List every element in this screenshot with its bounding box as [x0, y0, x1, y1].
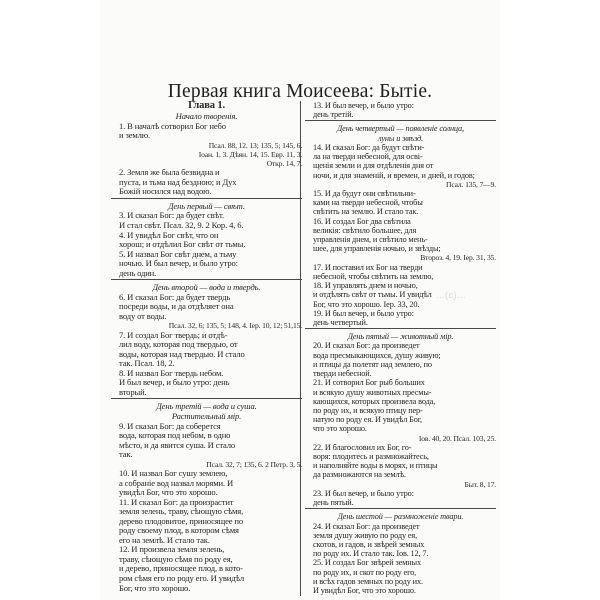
- reference-line: Псал. 32, 6; 135, 5; 148, 4. Іер. 10, 12; 51,15.: [168, 321, 302, 331]
- verse-line: И был вечер, и было утро: день: [119, 377, 230, 388]
- verse-line: 3. И сказал Бог: да будет свѣт.: [119, 210, 225, 221]
- verse-line: траву, сѣющую сѣмя по роду ея,: [119, 553, 233, 564]
- section-heading: День первый — свѣт.: [168, 200, 245, 211]
- verse: [305, 281, 496, 309]
- section-rule: [305, 120, 496, 121]
- verse-line: воря: плодитесь и размножайтесь,: [313, 452, 429, 462]
- verse: [305, 189, 496, 217]
- verse-line: ночью. И был вечер, и было утро:: [119, 258, 238, 269]
- verse-line: 11. И сказал Бог: да произрастит: [119, 496, 234, 507]
- verse-line: небесной, чтобы свѣтить на землю,: [313, 271, 434, 281]
- section-heading: День третій — вода и суша.: [156, 401, 257, 412]
- reference-line: Псал. 88, 12. 13; 135, 5; 145, 6.: [208, 140, 302, 150]
- verse-line: а собраніе вод назвал морями. И: [119, 477, 234, 488]
- verse-line: 14. И сказал Бог: да будут свѣти-: [313, 142, 425, 152]
- chapter-heading: Глава 1.: [188, 100, 225, 111]
- verse-line: кающихся, которых произвела вода,: [313, 396, 436, 406]
- verse-line: 5. И назвал Бог свѣт днем, а тьму: [119, 248, 237, 259]
- verse-line: и птицы да полетят над землею, по: [313, 359, 432, 369]
- reference-line: Быт. 8, 17.: [464, 479, 496, 489]
- verse-line: 16. И создал Бог два свѣтила: [313, 216, 411, 226]
- verse-line: 25. И создал Бог звѣрей земных: [313, 558, 421, 568]
- verse-line: шее, для управленія ночью, и звѣзды;: [313, 244, 441, 254]
- verse: [111, 168, 302, 197]
- verse: [111, 293, 302, 322]
- verse: [305, 341, 496, 378]
- verse-line: 6. И сказал Бог: да будет твердь: [119, 291, 231, 302]
- verse: [111, 250, 302, 279]
- verse-line: увидѣл Бог, что это хорошо.: [119, 487, 218, 498]
- section-heading: День четвертый — появленіе солнца,: [337, 124, 464, 134]
- verse: [305, 263, 496, 281]
- verse: [111, 545, 302, 593]
- section-heading: Растительный мір.: [171, 411, 242, 422]
- verse-line: И увидѣл Бог, что это хорошо.: [313, 586, 416, 596]
- verse-line: пуста, и тьма над бездною; и Дух: [119, 176, 237, 187]
- verse-line: и наполняйте воды в морях, и птицы: [313, 461, 438, 471]
- verse-line: его на землѣ. И стало так.: [119, 534, 210, 545]
- verse-line: 10. И назвал Бог сушу землею,: [119, 467, 228, 478]
- reference-line: Іоан. 1, 3. Дѣян. 14, 15. Евр. 11, 3.: [198, 149, 302, 159]
- verse: [111, 211, 302, 230]
- verse-line: день четвертый.: [313, 318, 368, 327]
- verse-line: что это хорошо.: [313, 424, 367, 434]
- verse-line: мѣсто, и да явится суша. И стало: [119, 439, 236, 450]
- cross-reference: [305, 480, 496, 489]
- section-heading: День шестой — размноженіе твари.: [337, 512, 464, 522]
- reference-line: Псал. 135, 7—9.: [446, 179, 496, 189]
- verse: [305, 217, 496, 254]
- verse: [111, 422, 302, 460]
- verse-line: и землю.: [119, 130, 151, 141]
- verse-line: великія: свѣтило большее, для: [313, 225, 417, 235]
- verse-line: 22. И благословил их Бог, го-: [313, 442, 412, 452]
- verse: [305, 443, 496, 480]
- verse-line: день пятый.: [313, 498, 354, 508]
- verse-line: так.: [119, 449, 133, 460]
- section-rule: [305, 328, 496, 329]
- right-column: [305, 101, 496, 595]
- verse-line: земля зелень, траву, сѣющую сѣмя,: [119, 506, 244, 517]
- verse-line: 9. И сказал Бог: да соберется: [119, 420, 221, 431]
- verse-line: 12. И произвела земля зелень,: [119, 544, 225, 555]
- cross-reference: [305, 180, 496, 189]
- verse-line: тверди небесной.: [313, 369, 372, 379]
- verse-line: Божій носился над водою.: [119, 186, 212, 197]
- section-rule: [111, 198, 302, 199]
- verse-line: ла на тверди небесной, для осві-: [313, 152, 423, 162]
- verse: [305, 489, 496, 507]
- verse-line: 24. И сказал Бог: да произведет: [313, 521, 420, 531]
- reference-line: Откр. 14, 7.: [266, 159, 302, 169]
- verse-line: 2. Земля же была безвидна и: [119, 167, 220, 178]
- verse-line: и всѣх гадов земных по роду их.: [313, 576, 423, 586]
- verse-line: и дерево, приносящее плод, в кото-: [119, 563, 243, 574]
- verse-line: 13. И был вечер, и было утро:: [313, 101, 414, 110]
- verse-line: 19. И был вечер, и было утро:: [313, 308, 414, 318]
- watermark: ...(с)...: [436, 290, 466, 300]
- left-column: [111, 101, 302, 593]
- verse-line: управленія днем, и свѣтило мень-: [313, 235, 428, 245]
- page-title: Первая книга Моисеева: Бытіе.: [167, 81, 433, 102]
- verse: [111, 498, 302, 546]
- verse-line: 4. И увидѣл Бог свѣт, что он: [119, 229, 219, 240]
- verse-line: день один.: [119, 267, 157, 278]
- verse-line: 1. В началѣ сотворил Бог небо: [119, 120, 226, 131]
- verse-line: 8. И назвал Бог твердь небом.: [119, 367, 224, 378]
- verse-line: по роду их, и скот по роду его,: [313, 567, 417, 577]
- cross-reference: [305, 253, 496, 262]
- verse: [305, 558, 496, 595]
- verse-line: Бог, что это хорошо. Іер. 33, 20.: [313, 299, 420, 309]
- verse-line: по роду их. И стало так. Іов. 12, 7.: [313, 549, 429, 559]
- verse: [305, 143, 496, 180]
- verse-line: земля душу живую по роду ея,: [313, 530, 417, 540]
- verse-line: так. Псал. 18, 2.: [119, 358, 175, 369]
- verse-line: воды, которая над твердью. И стало: [119, 348, 245, 359]
- verse-line: и всякую душу животных пресмы-: [313, 387, 432, 397]
- verse-line: Бог, что это хорошо.: [119, 582, 191, 593]
- verse-line: воду от воды.: [119, 310, 167, 321]
- verse: [305, 101, 496, 119]
- verse: [111, 369, 302, 398]
- section-rule: [111, 279, 302, 280]
- verse-line: 7. И создал Бог твердь; и отдѣ-: [119, 329, 228, 340]
- verse-line: посреди воды, и да отдѣляет она: [119, 301, 234, 312]
- reference-line: Псал. 32, 7; 135, 6. 2 Петр. 3, 5.: [206, 459, 302, 469]
- verse-line: вода пресмыкающихся, душу живую;: [313, 350, 441, 360]
- verse: [305, 378, 496, 433]
- cross-reference: [111, 141, 302, 169]
- verse-line: щенія земли и для отдѣленія дня от: [313, 161, 434, 171]
- verse-line: роду своему плод, в котором сѣмя: [119, 525, 239, 536]
- verse-line: 23. И был вечер, и было утро:: [313, 488, 414, 498]
- section-rule: [111, 398, 302, 399]
- verse: [111, 122, 302, 141]
- verse: [111, 331, 302, 369]
- verse-line: вторый.: [119, 386, 147, 397]
- verse-line: дерево плодовитое, приносящее по: [119, 515, 244, 526]
- verse-line: 20. И сказал Бог: да произведет: [313, 341, 420, 351]
- verse-line: вода, которая под небом, в одно: [119, 430, 231, 441]
- verse-line: да размножаются на землѣ.: [313, 470, 406, 480]
- section-heading: День второй — вода и твердь.: [152, 282, 261, 293]
- verse-line: и отдѣлять свѣт от тьмы. И увидѣл: [313, 290, 432, 300]
- verse-line: ками на тверди небесной, чтобы: [313, 198, 423, 208]
- section-heading: День пятый — животный мір.: [347, 332, 454, 342]
- verse: [305, 309, 496, 327]
- verse: [111, 469, 302, 498]
- verse-line: натую по роду ея. И увидѣл Бог,: [313, 415, 422, 425]
- section-heading: Начало творенія.: [175, 111, 238, 121]
- verse-line: по роду их, и всякую птицу пер-: [313, 405, 423, 415]
- bible-page: [100, 0, 500, 600]
- section-heading: луны и звѣзд.: [377, 133, 424, 143]
- verse-line: 17. И поставил их Бог на тверди: [313, 262, 423, 272]
- verse-line: лил воду, которая под твердью, от: [119, 339, 238, 350]
- cross-reference: [305, 434, 496, 443]
- verse: [111, 231, 302, 250]
- verse-line: 18. И управлять днем и ночью,: [313, 281, 418, 291]
- verse-line: И стал свѣт. Псал. 32, 9. 2 Кор. 4, 6.: [119, 219, 244, 230]
- column-divider: [300, 101, 301, 596]
- reference-line: Второз. 4, 19. Іер. 31, 35.: [420, 253, 496, 263]
- verse-line: свѣтить на землю. И стало так.: [313, 207, 419, 217]
- reference-line: Іов. 40, 20. Псал. 103, 25.: [418, 433, 496, 443]
- verse-line: скотов, и гадов, и звѣрей земных: [313, 540, 425, 549]
- verse-line: ночи, и для знаменій, и времен, и дней, и годов;: [313, 170, 475, 180]
- section-rule: [305, 508, 496, 509]
- verse-line: день третій.: [313, 110, 354, 120]
- verse-line: хорош; и отдѣлил Бог свѣт от тьмы.: [119, 239, 246, 250]
- verse-line: ром сѣмя его по роду его. И увидѣл: [119, 572, 245, 583]
- verse-line: 21. И сотворил Бог рыб больших: [313, 378, 425, 388]
- verse-line: 15. И да будут они свѣтильни-: [313, 188, 416, 198]
- verse: [305, 522, 496, 559]
